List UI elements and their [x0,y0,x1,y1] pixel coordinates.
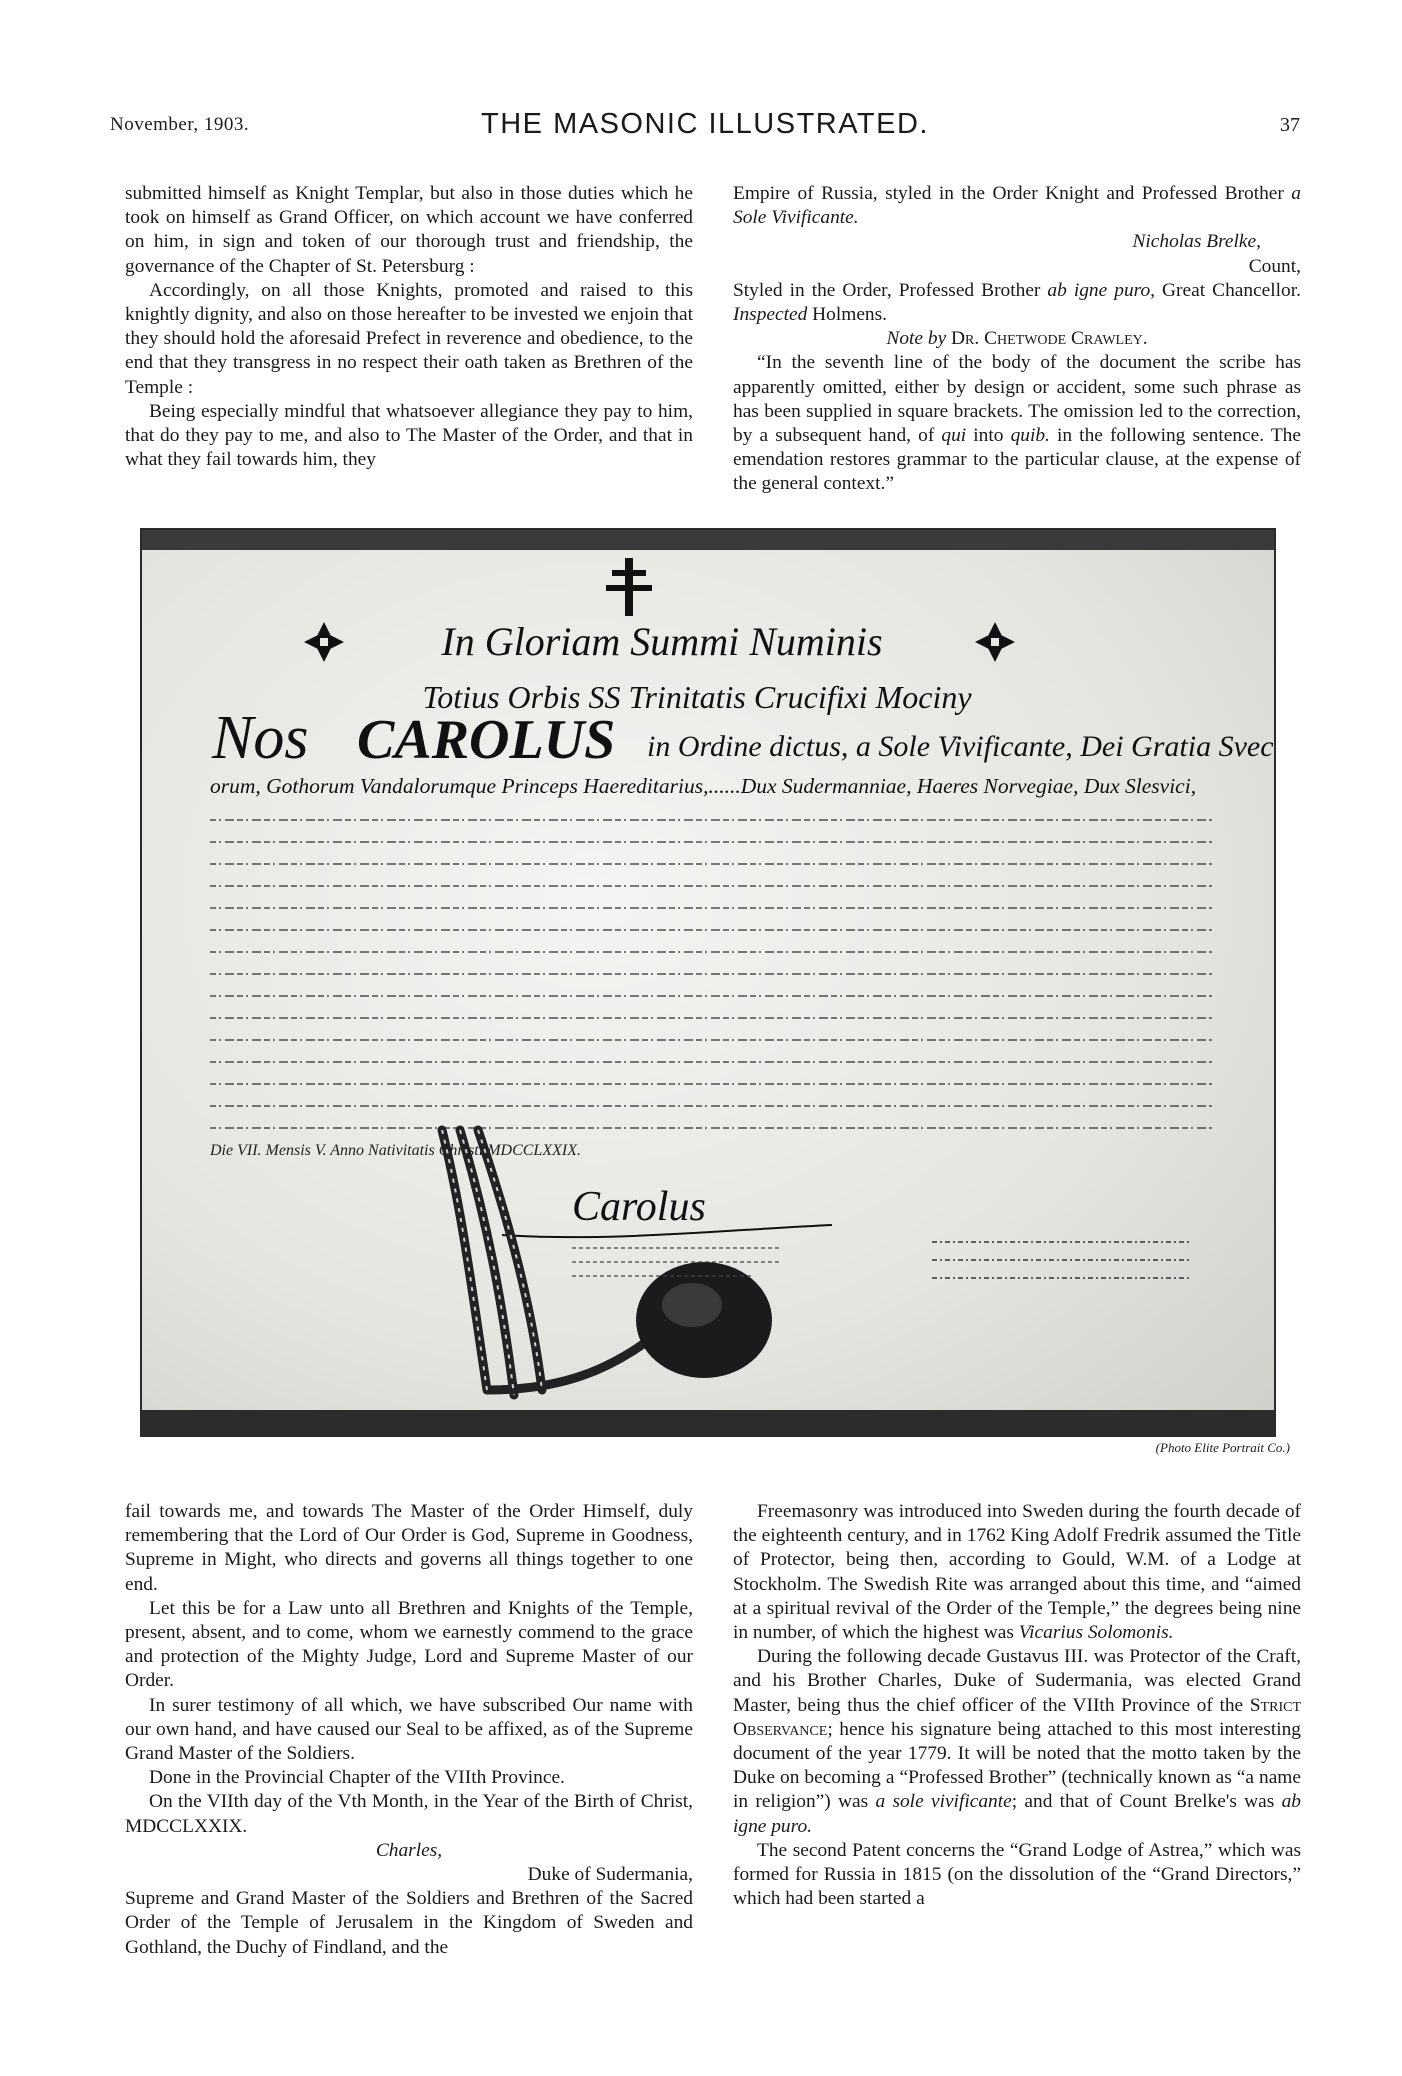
signatory-title: Count, [1248,255,1301,277]
signatory-title: Duke of Sudermania, [527,1864,693,1886]
charter-date-line: Die VII. Mensis V. Anno Nativitatis Christi MDCCLXXIX. [210,1142,581,1159]
charter-line-1: In Gloriam Summi Numinis [441,619,883,664]
charter-nos: Nos [212,704,309,772]
text: Empire of Russia, styled in the Order Knight and Professed Brother [733,183,1292,204]
maltese-cross-icon [304,622,344,662]
photo-edge [142,530,1274,550]
column-top-right [733,182,1301,497]
maltese-cross-icon [975,622,1015,662]
photo-credit: (Photo Elite Portrait Co.) [1155,1440,1290,1455]
paragraph: Supreme and Grand Master of the Soldiers and Brethren of the Sacred Order of the Temple of Jerusalem in the Kingdom of Sweden and Gothland, the Duchy of Findland, and the [125,1888,693,1958]
signatory-name [733,230,1301,254]
text: in the following sentence. The emendation restores grammar to the particular clause, at the expense of the general context.” [733,425,1301,495]
publication-title: THE MASONIC ILLUSTRATED. [481,108,929,140]
text: ; and that of Count Brelke's was [1011,1791,1282,1813]
column-top-left [125,182,693,472]
charter-carolus: CAROLUS [357,709,616,771]
text: qui [941,425,967,447]
counter-signature [932,1242,1192,1278]
motto: a Sole Vivificante. [733,183,1301,229]
charter-script-body [210,820,1212,1128]
paragraph [733,1645,1301,1839]
text: Strict Observance [733,1694,1301,1740]
page-number: 37 [1280,114,1300,136]
paragraph: On the VIIth day of the Vth Month, in the Year of the Birth of Christ, MDCCLXXIX. [125,1791,693,1837]
photo-edge [142,1410,1274,1435]
column-bottom-left [125,1500,693,1960]
paragraph: submitted himself as Knight Templar, but also in those duties which he took on himself as Grand Officer, on which account we have conferred on him, in sign and token of our thorough trust and friendship, the governance of the Chapter of St. Petersburg : [125,183,693,277]
paragraph [733,279,1301,327]
column-bottom-right [733,1500,1301,1911]
motto: a sole vivificante [875,1791,1012,1813]
charter-photograph [140,528,1276,1437]
text: Nicholas Brelke, [1132,231,1261,253]
signatory-name [125,1839,693,1863]
charter-signature: Carolus [572,1184,706,1230]
issue-date: November, 1903. [110,114,250,135]
text: quib. [1010,425,1050,447]
running-head [110,108,1300,148]
paragraph: Being especially mindful that whatsoever allegiance they pay to him, that do they pay to me, and also to The Master of the Order, and that in what they fail towards him, they [125,400,693,471]
wax-seal-highlight [662,1283,722,1327]
text: “In the seventh line of the body of the document the scribe has apparently omitted, either by design or accident, some such phrase as has been supplied in square brackets. The omission led to the correction, by a subsequent hand, of [733,352,1301,447]
text: Styled in the Order, Professed Brother [733,279,1048,301]
charter-illustration [142,530,1274,1435]
paragraph: Done in the Provincial Chapter of the VIIth Province. [149,1767,565,1789]
text: During the following decade Gustavus III. was Protector of the Craft, and his Brother Charles, Duke of Sudermania, was elected Grand Master, being thus the chief officer of the VIIth Province of the [733,1646,1301,1716]
paragraph [733,1500,1301,1645]
patriarchal-cross-icon [606,558,652,616]
paragraph: In surer testimony of all which, we have subscribed Our name with our own hand, and have caused our Seal to be affixed, as of the Supreme Grand Master of the Soldiers. [125,1694,693,1765]
text: ; hence his signature being attached to this most interesting document of the year 1779. It will be noted that the motto taken by the Duke on becoming a “Professed Brother” (technically known as “a name in religion”) was [733,1718,1301,1813]
text: Great Chancellor. [1155,279,1301,301]
motto: ab igne puro, [1047,279,1156,301]
paragraph: Accordingly, on all those Knights, promoted and raised to this knightly dignity, and also on those hereafter to be invested we enjoin that they should hold the aforesaid Prefect in reverence and obedience, to the end that they transgress in no respect their oath taken as Brethren of the Temple : [125,279,693,398]
text: Inspected [733,304,808,326]
paragraph: The second Patent concerns the “Grand Lodge of Astrea,” which was formed for Russia in 1815 (on the dissolution of the “Grand Directors,” which had been started a [733,1839,1301,1910]
paragraph: fail towards me, and towards The Master of the Order Himself, duly remembering that the Lord of Our Order is God, Supreme in Goodness, Supreme in Might, who directs and governs all things together to one end. [125,1501,693,1595]
text: Holmens. [807,304,888,326]
charter-line-4: orum, Gothorum Vandalorumque Princeps Haereditarius,......Dux Sudermanniae, Haeres Norvegiae, Dux Slesvici, [210,774,1197,798]
charter-line-2: Totius Orbis SS Trinitatis Crucifixi Mociny [422,679,972,715]
note-heading [733,327,1301,351]
charter-line-3: in Ordine dictus, a Sole Vivificante, Dei Gratia Svec [647,730,1274,763]
text: Note by [886,328,947,350]
text: Charles, [375,1839,443,1861]
paragraph: Let this be for a Law unto all Brethren and Knights of the Temple, present, absent, and to come, whom we earnestly commend to the grace and protection of the Mighty Judge, Lord and Supreme Master of our Order. [125,1597,693,1692]
paragraph [733,351,1301,496]
paragraph [733,182,1301,230]
text: into [966,425,1011,447]
text: Dr. Chetwode Crawley. [946,328,1148,350]
motto: ab igne puro. [733,1791,1301,1837]
text: Freemasonry was introduced into Sweden during the fourth decade of the eighteenth century, and in 1762 King Adolf Fredrik assumed the Title of Protector, being then, according to Gould, W.M. of a Lodge at Stockholm. The Swedish Rite was arranged about this time, and “aimed at a spiritual revival of the Order of the Temple,” the degrees being nine in number, of which the highest was [733,1501,1301,1644]
text: Vicarius Solomonis. [1018,1622,1174,1644]
